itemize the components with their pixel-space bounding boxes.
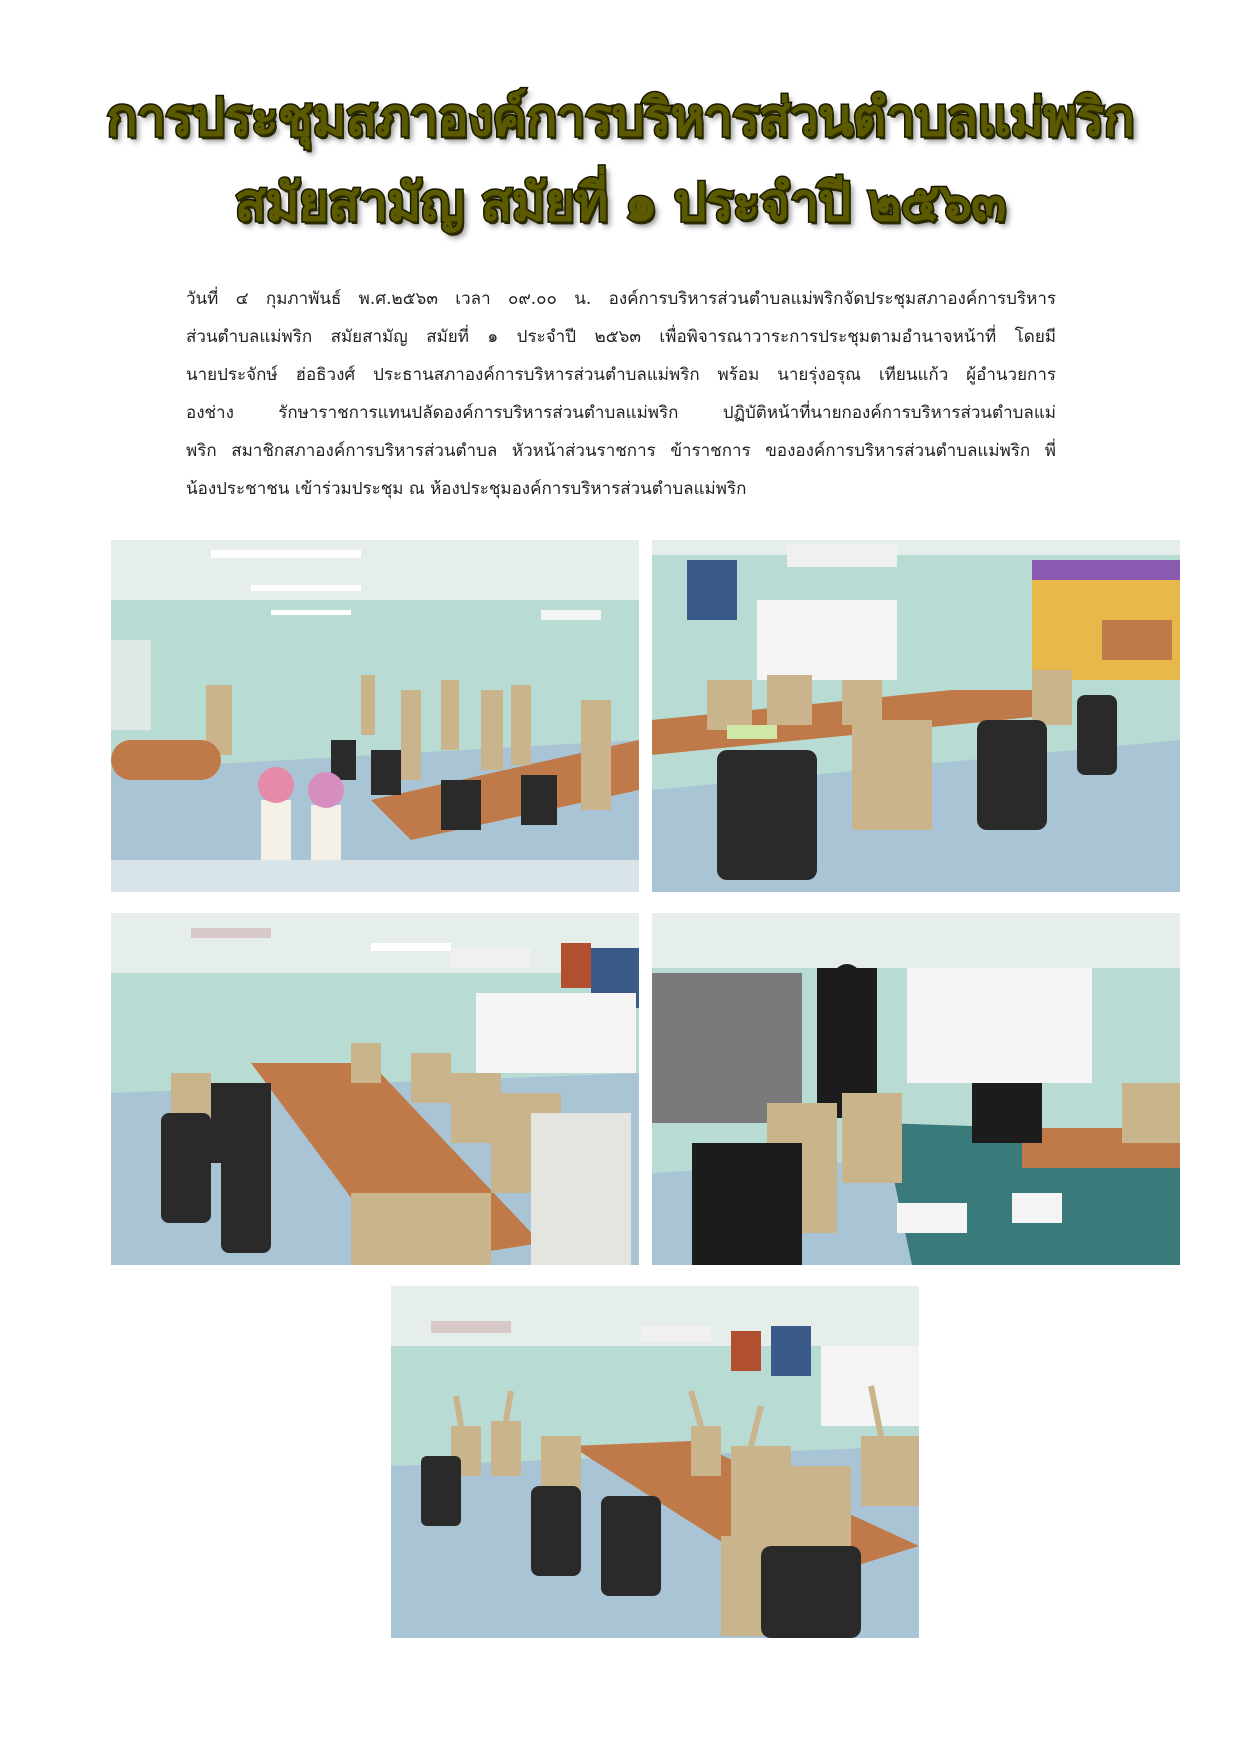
meeting-photo-4: [652, 913, 1180, 1265]
description-line-4: องช่าง รักษาราชการแทนปลัดองค์การบริหารส่วนตำบลแม่พริก ปฏิบัติหน้าที่นายกองค์การบริหารส่วนตำบลแม่: [186, 403, 1056, 423]
description-line-2: ส่วนตำบลแม่พริก สมัยสามัญ สมัยที่ ๑ ประจำปี ๒๕๖๓ เพื่อพิจารณาวาระการประชุมตามอำนาจหน้าที่ โดยมี: [186, 327, 1056, 347]
meeting-photo-5: [391, 1286, 919, 1638]
meeting-photo-3: [111, 913, 639, 1265]
meeting-photo-2: [652, 540, 1180, 892]
description-line-5: พริก สมาชิกสภาองค์การบริหารส่วนตำบล หัวหน้าส่วนราชการ ข้าราชการ ขององค์การบริหารส่วนตำบลแม่พริก พี่: [186, 441, 1056, 461]
title-line-2: สมัยสามัญ สมัยที่ ๑ ประจำปี ๒๕๖๓: [234, 172, 1006, 233]
meeting-photo-1: [111, 540, 639, 892]
description-line-1: วันที่ ๔ กุมภาพันธ์ พ.ศ.๒๕๖๓ เวลา ๐๙.๐๐ น. องค์การบริหารส่วนตำบลแม่พริกจัดประชุมสภาองค์การบริหาร: [186, 289, 1056, 309]
description-line-3: นายประจักษ์ ฮ่อธิวงศ์ ประธานสภาองค์การบริหารส่วนตำบลแม่พริก พร้อม นายรุ่งอรุณ เทียนแก้ว ผู้อำนวยการ: [186, 365, 1056, 385]
meeting-description: [186, 280, 1056, 508]
title-line-1: การประชุมสภาองค์การบริหารส่วนตำบลแม่พริก: [106, 87, 1134, 148]
description-line-6: น้องประชาชน เข้าร่วมประชุม ณ ห้องประชุมองค์การบริหารส่วนตำบลแม่พริก: [186, 479, 747, 499]
